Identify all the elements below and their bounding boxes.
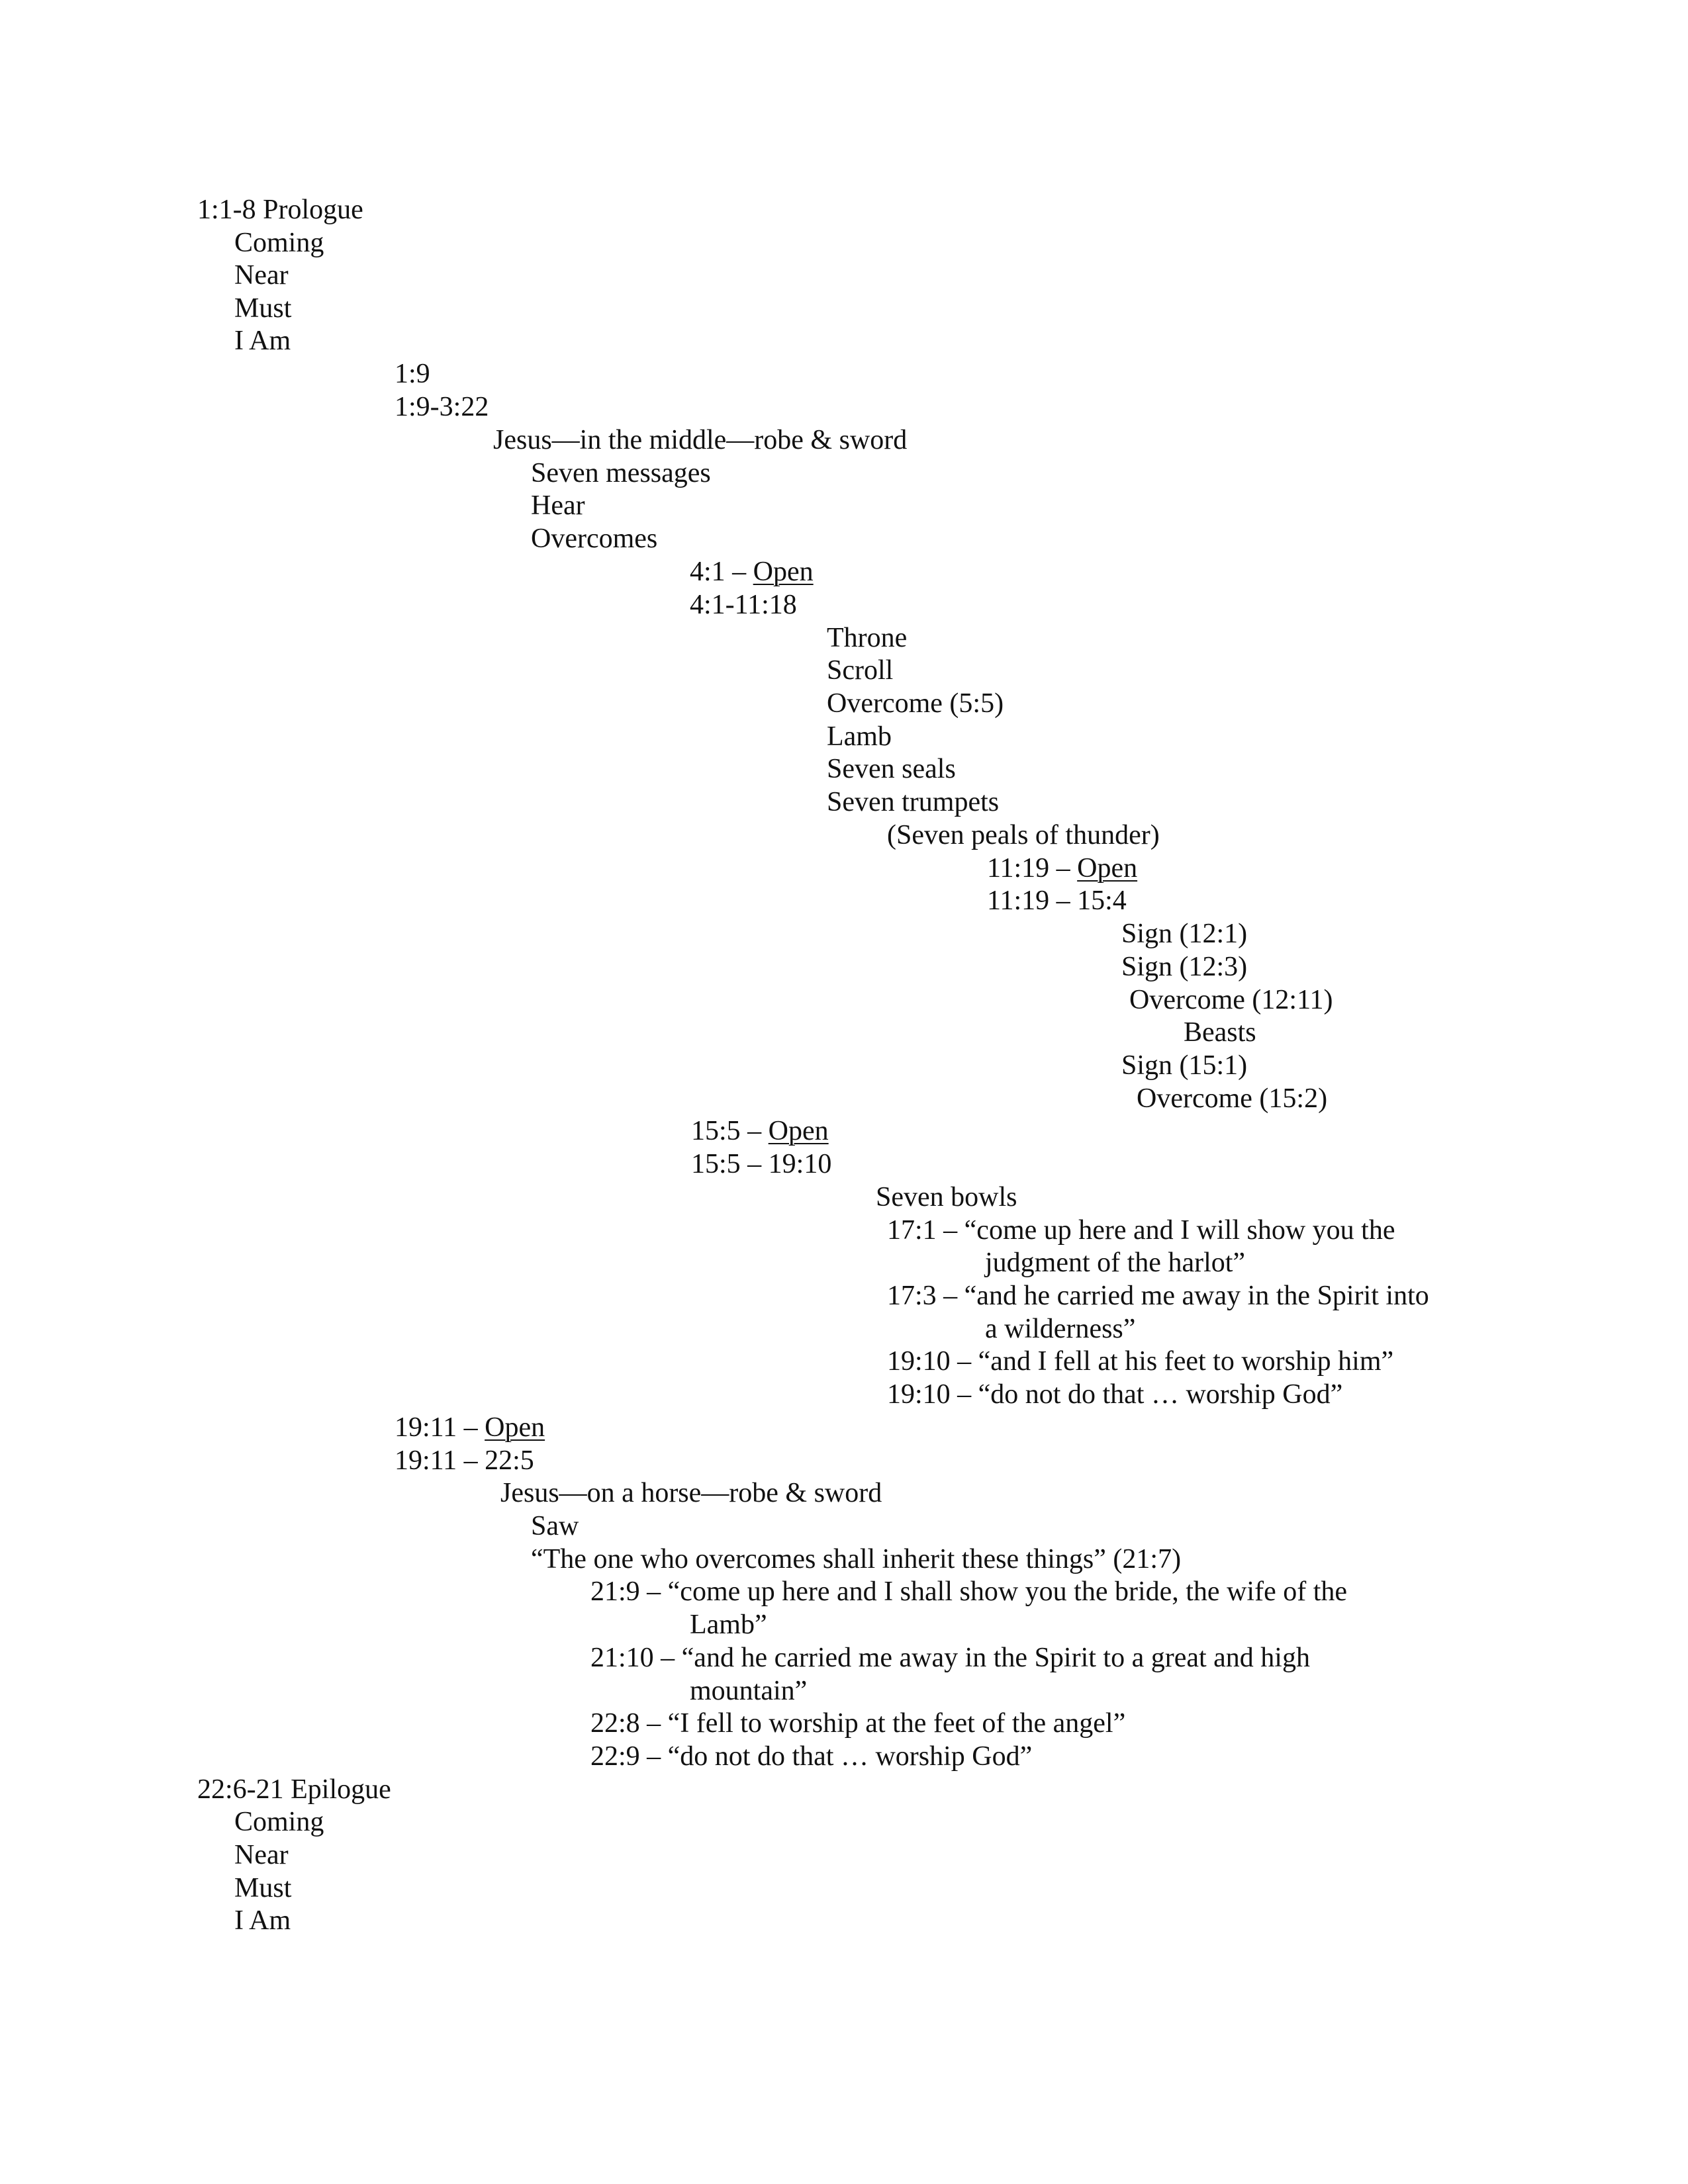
section5-quote: 22:9 – “do not do that … worship God” [590,1741,1033,1772]
epilogue-item: I Am [234,1905,291,1936]
epilogue-heading: 22:6-21 Epilogue [197,1774,391,1805]
section3-range: 11:19 – 15:4 [987,886,1127,916]
section5-range: 19:11 – 22:5 [395,1445,534,1476]
open-word: Open [1077,853,1138,884]
section4-quote: 19:10 – “and I fell at his feet to worship him” [887,1346,1394,1377]
section2-item: Lamb [827,721,892,752]
section5-quote: 21:9 – “come up here and I shall show you the bride, the wife of the [590,1576,1348,1607]
open-word: Open [753,557,814,587]
open-ref: 15:5 – [691,1116,769,1146]
section5-quote: 22:8 – “I fell to worship at the feet of the angel” [590,1708,1126,1739]
section4-range: 15:5 – 19:10 [691,1149,832,1179]
epilogue-item: Near [234,1840,289,1870]
section1-range: 1:9-3:22 [395,392,489,422]
prologue-item: Must [234,293,292,324]
section1-theme: Jesus—in the middle—robe & sword [493,425,908,455]
section5-open [395,1411,545,1444]
section2-item: Scroll [827,655,894,686]
section3-item: Beasts [1184,1017,1256,1048]
prologue-item: I Am [234,326,291,356]
epilogue-item: Must [234,1873,292,1903]
section5-item: “The one who overcomes shall inherit these things” (21:7) [531,1544,1182,1574]
section2-range: 4:1-11:18 [690,590,797,620]
section2-open [690,555,814,588]
open-ref: 4:1 – [690,557,753,587]
section4-item: Seven bowls [876,1182,1017,1212]
section3-item: Overcome (15:2) [1137,1083,1328,1114]
prologue-item: Coming [234,228,324,258]
section5-item: Saw [531,1511,579,1541]
open-word: Open [768,1116,829,1146]
prologue-heading: 1:1-8 Prologue [197,195,363,225]
section2-item: Overcome (5:5) [827,688,1004,719]
section4-quote-cont: a wilderness” [985,1314,1136,1344]
section5-quote-cont: Lamb” [690,1610,767,1640]
section4-quote: 17:1 – “come up here and I will show you the [887,1215,1395,1246]
open-ref: 11:19 – [987,853,1078,884]
section5-quote-cont: mountain” [690,1676,808,1706]
section3-item: Overcome (12:11) [1129,985,1333,1015]
epilogue-item: Coming [234,1807,324,1837]
section3-item: Sign (12:3) [1121,952,1248,982]
section5-theme: Jesus—on a horse—robe & sword [500,1478,882,1508]
section3-item: Sign (15:1) [1121,1050,1248,1081]
section4-quote: 17:3 – “and he carried me away in the Spirit into [887,1281,1429,1311]
section4-open [691,1115,829,1148]
open-word: Open [485,1412,545,1443]
section4-quote-cont: judgment of the harlot” [985,1248,1246,1278]
section3-item: Sign (12:1) [1121,919,1248,949]
section3-open [987,852,1137,885]
section4-quote: 19:10 – “do not do that … worship God” [887,1379,1343,1410]
section2-item: Seven seals [827,754,956,784]
prologue-item: Near [234,260,289,291]
section1-item: Seven messages [531,458,711,488]
section1-item: Overcomes [531,523,658,554]
section5-quote: 21:10 – “and he carried me away in the Spirit to a great and high [590,1643,1310,1673]
section2-item: Throne [827,623,908,653]
open-ref: 19:11 – [395,1412,485,1443]
section2-item: Seven trumpets [827,787,1000,817]
section1-ref: 1:9 [395,359,430,389]
section2-sub: (Seven peals of thunder) [887,820,1160,850]
section1-item: Hear [531,490,585,521]
